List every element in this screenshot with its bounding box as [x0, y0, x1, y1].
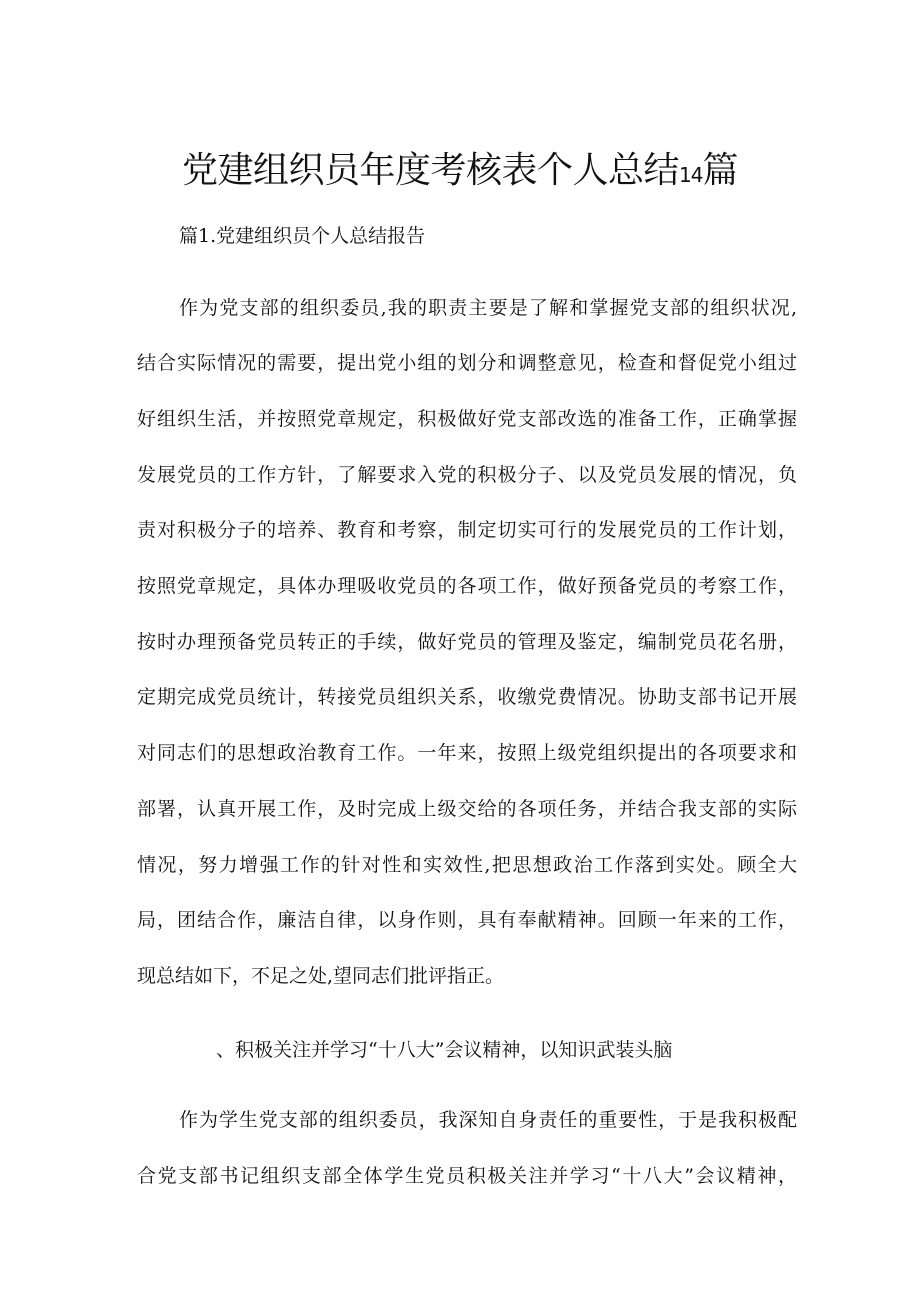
- paragraph-line: 按时办理预备党员转正的手续，做好党员的管理及鉴定，编制党员花名册，: [137, 631, 797, 653]
- paragraph-line: 发展党员的工作方针，了解要求入党的积极分子、以及党员发展的情况，负: [137, 464, 797, 486]
- paragraph-line: 作为党支部的组织委员,我的职责主要是了解和掌握党支部的组织状况,: [179, 297, 797, 319]
- title-main-text: 党建组织员年度考核表个人总结: [182, 150, 680, 191]
- paragraph-line: 对同志们的思想政治教育工作。一年来，按照上级党组织提出的各项要求和: [137, 742, 797, 764]
- title-number: 14: [679, 163, 703, 187]
- paragraph-line: 合党支部书记组织支部全体学生党员积极关注并学习“十八大”会议精神，: [137, 1165, 797, 1187]
- paragraph-line: 按照党章规定，具体办理吸收党员的各项工作，做好预备党员的考察工作，: [137, 575, 797, 597]
- paragraph-line: 结合实际情况的需要，提出党小组的划分和调整意见，检查和督促党小组过: [137, 352, 797, 374]
- paragraph-line: 情况，努力增强工作的针对性和实效性,把思想政治工作落到实处。顾全大: [137, 854, 797, 876]
- title-suffix: 篇: [702, 150, 738, 191]
- paragraph-line: 局，团结合作，廉洁自律，以身作则，具有奉献精神。回顾一年来的工作，: [137, 909, 797, 931]
- paragraph-line: 现总结如下，不足之处,望同志们批评指正。: [137, 965, 505, 987]
- paragraph-line: 部署，认真开展工作，及时完成上级交给的各项任务，并结合我支部的实际: [137, 798, 797, 820]
- article-subheading: 篇1.党建组织员个人总结报告: [179, 225, 426, 247]
- paragraph-line: 责对积极分子的培养、教育和考察，制定切实可行的发展党员的工作计划，: [137, 519, 797, 541]
- paragraph-line: 定期完成党员统计，转接党员组织关系，收缴党费情况。协助支部书记开展: [137, 686, 797, 708]
- document-title: [0, 146, 920, 200]
- section-heading: 、积极关注并学习“十八大”会议精神，以知识武装头脑: [216, 1039, 673, 1061]
- paragraph-line: 好组织生活，并按照党章规定，积极做好党支部改选的准备工作，正确掌握: [137, 408, 797, 430]
- paragraph-line: 作为学生党支部的组织委员，我深知自身责任的重要性，于是我积极配: [179, 1109, 797, 1131]
